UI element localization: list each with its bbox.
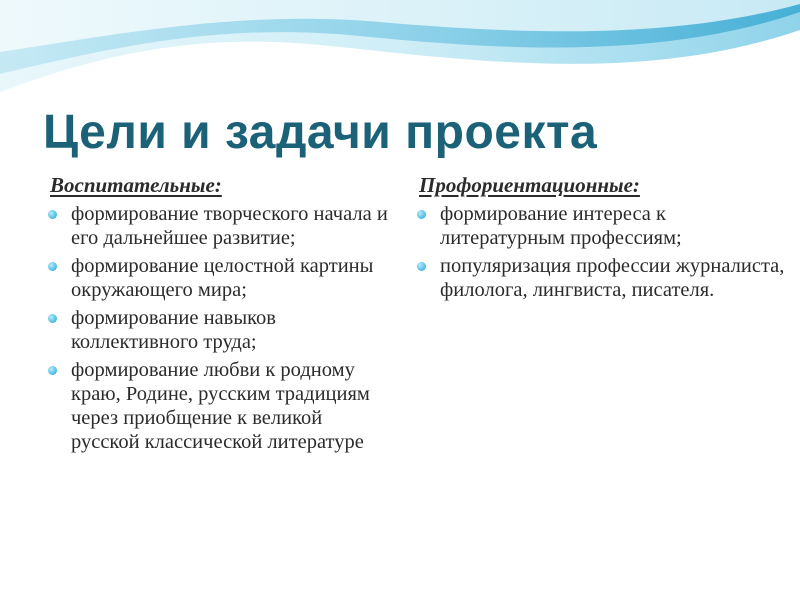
column-educational <box>47 172 392 458</box>
bullet-icon <box>48 314 57 323</box>
bullet-icon <box>417 262 426 271</box>
list-item <box>47 254 392 302</box>
list-item <box>47 306 392 354</box>
career-guidance-goals-list <box>416 202 786 302</box>
bullet-icon <box>48 262 57 271</box>
list-item <box>416 202 786 250</box>
list-item-text: формирование творческого начала и его дальнейшее развитие; <box>71 203 388 249</box>
list-item-text: формирование любви к родному краю, Родине, русским традициям через приобщение к великой русской классической литературе <box>71 359 370 453</box>
list-item <box>416 254 786 302</box>
decorative-wave-band <box>0 0 800 110</box>
list-item-text: формирование целостной картины окружающего мира; <box>71 255 374 301</box>
list-item <box>47 202 392 250</box>
bullet-icon <box>48 366 57 375</box>
list-item-text: формирование интереса к литературным профессиям; <box>440 203 682 249</box>
page-title: Цели и задачи проекта <box>43 106 598 159</box>
educational-goals-list <box>47 202 392 454</box>
list-item-text: популяризация профессии журналиста, филолога, лингвиста, писателя. <box>440 255 785 301</box>
list-item <box>47 358 392 454</box>
bullet-icon <box>48 210 57 219</box>
bullet-icon <box>417 210 426 219</box>
column-heading-career-guidance: Профориентационные: <box>419 173 640 197</box>
column-heading-educational: Воспитательные: <box>50 173 222 197</box>
list-item-text: формирование навыков коллективного труда; <box>71 307 276 353</box>
column-career-guidance <box>416 172 786 306</box>
